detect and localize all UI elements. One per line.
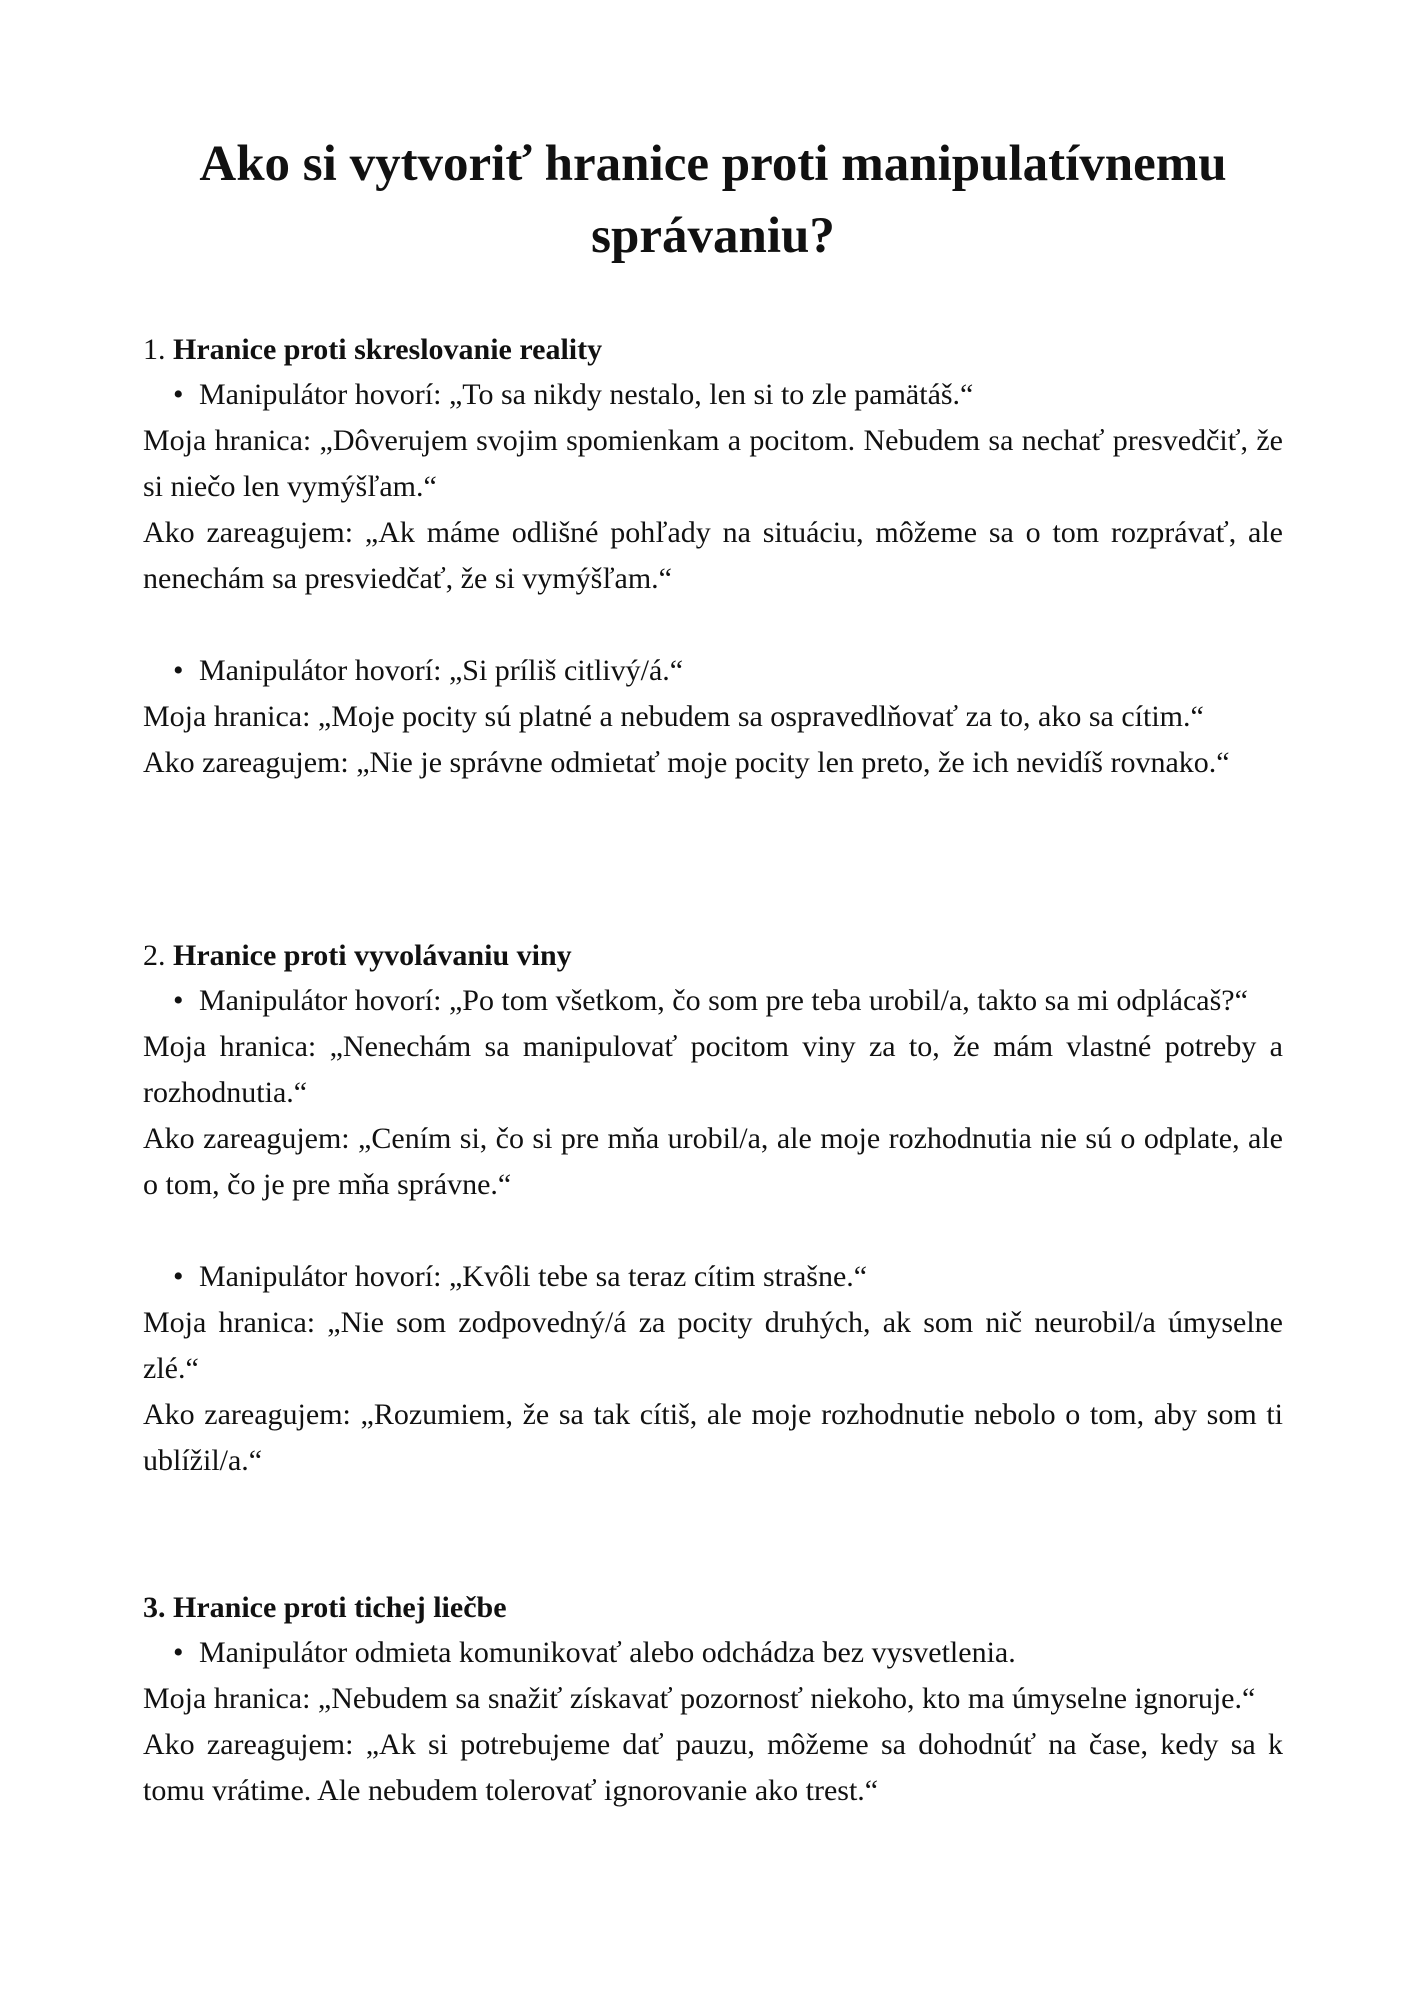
bullet-glyph: • <box>173 378 184 411</box>
bullet-glyph: • <box>173 654 184 687</box>
manipulator-quote: • Manipulátor hovorí: „Po tom všetkom, čo som pre teba urobil/a, takto sa mi odplácaš?“ <box>143 978 1283 1024</box>
bullet-glyph: • <box>173 1636 184 1669</box>
section-2 <box>143 933 1283 1484</box>
section-title: Hranice proti vyvolávaniu viny <box>173 939 572 972</box>
section-title: Hranice proti tichej liečbe <box>173 1591 507 1624</box>
bullet-glyph: • <box>173 984 184 1017</box>
example-block <box>143 1254 1283 1484</box>
section-title: Hranice proti skreslovanie reality <box>173 333 603 366</box>
section-1 <box>143 327 1283 786</box>
section-number: 3. <box>143 1591 166 1624</box>
response-text: Ako zareagujem: „Nie je správne odmietať moje pocity len preto, že ich nevidíš rovnako.“ <box>143 746 1230 779</box>
example-block <box>143 372 1283 602</box>
section-heading <box>143 1585 1283 1630</box>
bullet-glyph: • <box>173 1260 184 1293</box>
section-heading <box>143 933 1283 978</box>
boundary-text: Moja hranica: „Nie som zodpovedný/á za pocity druhých, ak som nič neurobil/a úmyselne zlé.“ <box>143 1306 1283 1385</box>
boundary-text: Moja hranica: „Nebudem sa snažiť získavať pozornosť niekoho, kto ma úmyselne ignoruje.“ <box>143 1682 1256 1715</box>
boundary-text: Moja hranica: „Dôverujem svojim spomienkam a pocitom. Nebudem sa nechať presvedčiť, že si niečo len vymýšľam.“ <box>143 424 1283 503</box>
manipulator-quote: • Manipulátor hovorí: „To sa nikdy nestalo, len si to zle pamätáš.“ <box>143 372 1283 418</box>
section-heading <box>143 327 1283 372</box>
response-text: Ako zareagujem: „Cením si, čo si pre mňa urobil/a, ale moje rozhodnutia nie sú o odplate, ale o tom, čo je pre mňa správne.“ <box>143 1122 1283 1201</box>
boundary-text: Moja hranica: „Moje pocity sú platné a nebudem sa ospravedlňovať za to, ako sa cítim.“ <box>143 700 1204 733</box>
section-number: 2. <box>143 939 166 972</box>
section-number: 1. <box>143 333 166 366</box>
response-text: Ako zareagujem: „Ak si potrebujeme dať pauzu, môžeme sa dohodnúť na čase, kedy sa k tomu vrátime. Ale nebudem tolerovať ignorovanie ako trest.“ <box>143 1728 1283 1807</box>
manipulator-quote: • Manipulátor odmieta komunikovať alebo odchádza bez vysvetlenia. <box>143 1630 1283 1676</box>
response-text: Ako zareagujem: „Ak máme odlišné pohľady na situáciu, môžeme sa o tom rozprávať, ale nenechám sa presviedčať, že si vymýšľam.“ <box>143 516 1283 595</box>
example-block <box>143 1630 1283 1814</box>
example-block <box>143 648 1283 786</box>
manipulator-quote: • Manipulátor hovorí: „Kvôli tebe sa teraz cítim strašne.“ <box>143 1254 1283 1300</box>
section-3 <box>143 1585 1283 1814</box>
example-block <box>143 978 1283 1208</box>
manipulator-quote: • Manipulátor hovorí: „Si príliš citlivý/á.“ <box>143 648 1283 694</box>
response-text: Ako zareagujem: „Rozumiem, že sa tak cítiš, ale moje rozhodnutie nebolo o tom, aby som ti ublížil/a.“ <box>143 1398 1283 1477</box>
page-title: Ako si vytvoriť hranice proti manipulatívnemu správaniu? <box>199 136 1227 264</box>
boundary-text: Moja hranica: „Nenechám sa manipulovať pocitom viny za to, že mám vlastné potreby a rozhodnutia.“ <box>143 1030 1283 1109</box>
